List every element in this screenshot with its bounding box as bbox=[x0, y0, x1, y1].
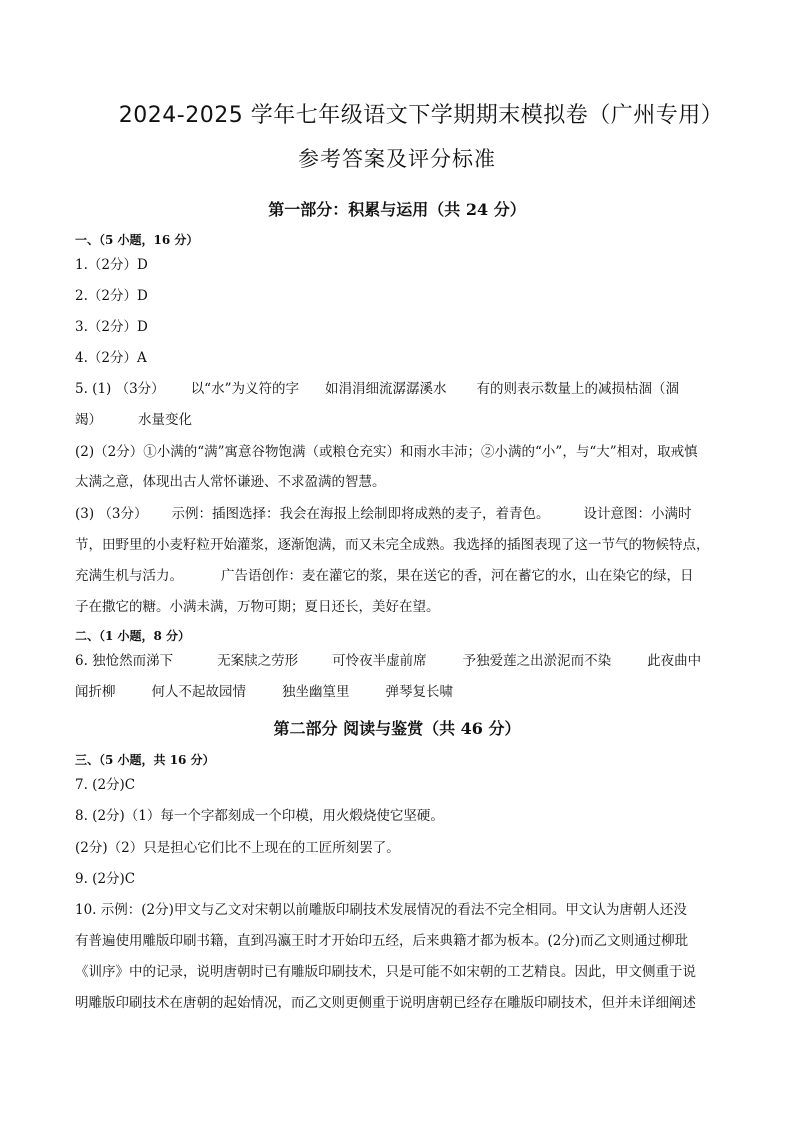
answer-10-line3: 《训序》中的记录，说明唐朝时已有雕版印刷技术，只是可能不如宋朝的工艺精良。因此，甲文侧重于说 bbox=[75, 964, 696, 980]
part2-heading: 第二部分 阅读与鉴赏（共 46 分） bbox=[273, 719, 521, 738]
answer-5-3-part: (3) （3分） bbox=[75, 506, 148, 522]
answer-6-item: 何人不起故园情 bbox=[151, 684, 246, 700]
document-title: 2024-2025 学年七年级语文下学期期末模拟卷（广州专用） bbox=[118, 103, 724, 128]
answer-6-item: 可怜夜半虚前席 bbox=[332, 653, 427, 669]
answer-5-1-part: 如涓涓细流潺潺溪水 bbox=[325, 381, 447, 397]
answer-8-2: (2分)（2）只是担心它们比不上现在的工匠所刻罢了。 bbox=[75, 840, 400, 856]
answer-5-1-line2 bbox=[75, 410, 719, 430]
answer-5-1-part: 5. (1) （3分） bbox=[75, 381, 165, 397]
answer-5-1-part: 水量变化 bbox=[138, 412, 192, 428]
answer-6-item: 闻折柳 bbox=[75, 684, 116, 700]
answer-5-3-part: 充满生机与活力。 bbox=[75, 568, 183, 584]
answer-6-item: 独坐幽篁里 bbox=[282, 684, 350, 700]
answer-5-3-line4: 子在撒它的糖。小满未满，万物可期；夏日还长，美好在望。 bbox=[75, 599, 440, 615]
section1-heading: 一、（5 小题，16 分） bbox=[75, 233, 199, 247]
answer-5-1-part: 有的则表示数量上的减损枯涸（涸 bbox=[476, 381, 679, 397]
answer-5-3-part: 示例：插图选择：我会在海报上绘制即将成熟的麦子，着青色。 bbox=[171, 506, 550, 522]
answer-5-2-line1: (2)（2分）①小满的“满”寓意谷物饱满（或粮仓充实）和雨水丰沛；②小满的“小”，与“大”相对，取戒慎 bbox=[75, 444, 698, 460]
answer-5-3-part: 广告语创作：麦在灌它的浆，果在送它的香，河在蓄它的水，山在染它的绿，日 bbox=[221, 568, 694, 584]
answer-5-3-line2: 节，田野里的小麦籽粒开始灌浆，逐渐饱满，而又未完全成熟。我选择的插图表现了这一节气的物候特点， bbox=[75, 537, 710, 553]
answer-5-1-line1 bbox=[75, 379, 719, 399]
document-subtitle: 参考答案及评分标准 bbox=[298, 147, 496, 171]
section3-heading: 三、（5 小题，共 16 分） bbox=[75, 753, 215, 767]
answer-5-3-line3 bbox=[75, 566, 719, 586]
answer-5-1-part: 以“水”为义符的字 bbox=[190, 381, 299, 397]
answer-6-item: 无案牍之劳形 bbox=[217, 653, 299, 669]
part1-heading: 第一部分：积累与运用（共 24 分） bbox=[268, 200, 526, 219]
section2-heading: 二、（1 小题，8 分） bbox=[75, 629, 191, 643]
answer-6-line2 bbox=[75, 682, 719, 702]
answer-4: 4.（2分）A bbox=[75, 350, 147, 366]
answer-5-2-line2: 太满之意，体现出古人常怀谦逊、不求盈满的智慧。 bbox=[75, 474, 386, 490]
answer-6-item: 弹琴复长啸 bbox=[385, 684, 453, 700]
answer-6-item: 此夜曲中 bbox=[647, 653, 702, 669]
answer-1: 1.（2分）D bbox=[75, 257, 148, 273]
answer-10-line1: 10. 示例：(2分)甲文与乙文对宋朝以前雕版印刷技术发展情况的看法不完全相同。甲文认为唐朝人还没 bbox=[75, 902, 687, 918]
answer-10-line2: 有普遍使用雕版印刷书籍，直到冯瀛王时才开始印五经，后来典籍才都为板本。(2分)而乙文则通过柳玭 bbox=[75, 933, 689, 949]
answer-6-line1 bbox=[75, 651, 719, 671]
answer-3: 3.（2分）D bbox=[75, 319, 148, 335]
answer-10-line4: 明雕版印刷技术在唐朝的起始情况，而乙文则更侧重于说明唐朝已经存在雕版印刷技术，但并未详细阐述 bbox=[75, 995, 696, 1011]
answer-6-item: 予独爱莲之出淤泥而不染 bbox=[462, 653, 612, 669]
answer-8-1: 8. (2分)（1）每一个字都刻成一个印模，用火煅烧使它坚硬。 bbox=[75, 808, 444, 824]
answer-5-1-part: 竭） bbox=[75, 412, 102, 428]
answer-7: 7. (2分)C bbox=[75, 777, 136, 793]
answer-9: 9. (2分)C bbox=[75, 871, 136, 887]
answer-6-item: 6. 独怆然而涕下 bbox=[75, 653, 174, 669]
answer-5-3-part: 设计意图：小满时 bbox=[583, 506, 692, 522]
answer-2: 2.（2分）D bbox=[75, 288, 148, 304]
answer-5-3-line1 bbox=[75, 504, 719, 524]
